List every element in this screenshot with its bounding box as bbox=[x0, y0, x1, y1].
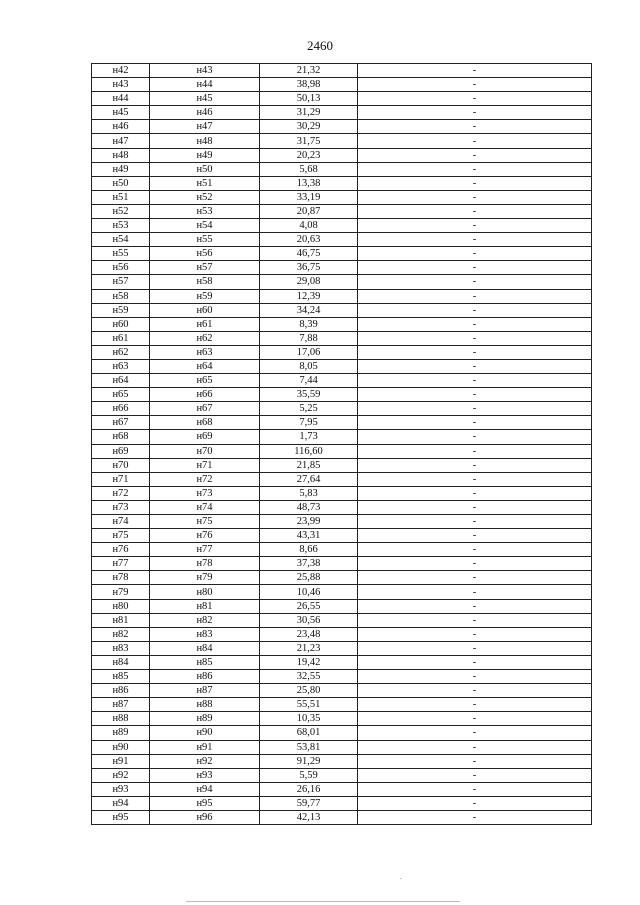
table-row bbox=[92, 543, 592, 557]
note-cell: - bbox=[358, 754, 592, 768]
from-point-cell: н42 bbox=[92, 64, 150, 78]
note-cell: - bbox=[358, 219, 592, 233]
table-row bbox=[92, 557, 592, 571]
table-row bbox=[92, 585, 592, 599]
length-cell: 5,59 bbox=[260, 768, 358, 782]
length-cell: 38,98 bbox=[260, 78, 358, 92]
note-cell: - bbox=[358, 190, 592, 204]
table-row bbox=[92, 641, 592, 655]
to-point-cell: н84 bbox=[150, 641, 260, 655]
table-row bbox=[92, 684, 592, 698]
from-point-cell: н62 bbox=[92, 345, 150, 359]
length-cell: 26,55 bbox=[260, 599, 358, 613]
from-point-cell: н81 bbox=[92, 613, 150, 627]
table-row bbox=[92, 627, 592, 641]
table-row bbox=[92, 571, 592, 585]
note-cell: - bbox=[358, 388, 592, 402]
length-cell: 10,46 bbox=[260, 585, 358, 599]
length-cell: 48,73 bbox=[260, 500, 358, 514]
length-cell: 21,85 bbox=[260, 458, 358, 472]
note-cell: - bbox=[358, 134, 592, 148]
from-point-cell: н90 bbox=[92, 740, 150, 754]
table-row bbox=[92, 289, 592, 303]
length-cell: 21,23 bbox=[260, 641, 358, 655]
to-point-cell: н68 bbox=[150, 416, 260, 430]
to-point-cell: н54 bbox=[150, 219, 260, 233]
to-point-cell: н66 bbox=[150, 388, 260, 402]
table-row bbox=[92, 740, 592, 754]
note-cell: - bbox=[358, 796, 592, 810]
length-cell: 34,24 bbox=[260, 303, 358, 317]
table-row bbox=[92, 106, 592, 120]
from-point-cell: н60 bbox=[92, 317, 150, 331]
to-point-cell: н62 bbox=[150, 331, 260, 345]
to-point-cell: н81 bbox=[150, 599, 260, 613]
length-cell: 5,83 bbox=[260, 486, 358, 500]
length-cell: 116,60 bbox=[260, 444, 358, 458]
from-point-cell: н46 bbox=[92, 120, 150, 134]
to-point-cell: н92 bbox=[150, 754, 260, 768]
from-point-cell: н79 bbox=[92, 585, 150, 599]
from-point-cell: н76 bbox=[92, 543, 150, 557]
from-point-cell: н86 bbox=[92, 684, 150, 698]
to-point-cell: н64 bbox=[150, 359, 260, 373]
length-cell: 29,08 bbox=[260, 275, 358, 289]
from-point-cell: н78 bbox=[92, 571, 150, 585]
table-row bbox=[92, 204, 592, 218]
table-row bbox=[92, 698, 592, 712]
from-point-cell: н51 bbox=[92, 190, 150, 204]
length-cell: 25,88 bbox=[260, 571, 358, 585]
length-cell: 43,31 bbox=[260, 529, 358, 543]
note-cell: - bbox=[358, 641, 592, 655]
from-point-cell: н48 bbox=[92, 148, 150, 162]
length-cell: 19,42 bbox=[260, 655, 358, 669]
to-point-cell: н46 bbox=[150, 106, 260, 120]
note-cell: - bbox=[358, 543, 592, 557]
from-point-cell: н67 bbox=[92, 416, 150, 430]
table-row bbox=[92, 331, 592, 345]
to-point-cell: н87 bbox=[150, 684, 260, 698]
from-point-cell: н61 bbox=[92, 331, 150, 345]
note-cell: - bbox=[358, 345, 592, 359]
from-point-cell: н64 bbox=[92, 374, 150, 388]
length-cell: 5,68 bbox=[260, 162, 358, 176]
length-cell: 30,56 bbox=[260, 613, 358, 627]
note-cell: - bbox=[358, 472, 592, 486]
to-point-cell: н73 bbox=[150, 486, 260, 500]
from-point-cell: н53 bbox=[92, 219, 150, 233]
note-cell: - bbox=[358, 261, 592, 275]
to-point-cell: н63 bbox=[150, 345, 260, 359]
to-point-cell: н53 bbox=[150, 204, 260, 218]
table-row bbox=[92, 599, 592, 613]
to-point-cell: н74 bbox=[150, 500, 260, 514]
length-cell: 32,55 bbox=[260, 670, 358, 684]
from-point-cell: н56 bbox=[92, 261, 150, 275]
table-row bbox=[92, 247, 592, 261]
from-point-cell: н63 bbox=[92, 359, 150, 373]
length-cell: 7,95 bbox=[260, 416, 358, 430]
from-point-cell: н88 bbox=[92, 712, 150, 726]
length-cell: 7,44 bbox=[260, 374, 358, 388]
from-point-cell: н91 bbox=[92, 754, 150, 768]
from-point-cell: н55 bbox=[92, 247, 150, 261]
to-point-cell: н43 bbox=[150, 64, 260, 78]
from-point-cell: н80 bbox=[92, 599, 150, 613]
length-cell: 12,39 bbox=[260, 289, 358, 303]
from-point-cell: н47 bbox=[92, 134, 150, 148]
table-row bbox=[92, 458, 592, 472]
table-row bbox=[92, 782, 592, 796]
to-point-cell: н72 bbox=[150, 472, 260, 486]
note-cell: - bbox=[358, 162, 592, 176]
to-point-cell: н88 bbox=[150, 698, 260, 712]
table-row bbox=[92, 233, 592, 247]
from-point-cell: н75 bbox=[92, 529, 150, 543]
length-cell: 68,01 bbox=[260, 726, 358, 740]
length-cell: 20,63 bbox=[260, 233, 358, 247]
note-cell: - bbox=[358, 176, 592, 190]
note-cell: - bbox=[358, 106, 592, 120]
length-cell: 31,75 bbox=[260, 134, 358, 148]
length-cell: 8,05 bbox=[260, 359, 358, 373]
length-cell: 21,32 bbox=[260, 64, 358, 78]
table-row bbox=[92, 345, 592, 359]
table-row bbox=[92, 529, 592, 543]
from-point-cell: н89 bbox=[92, 726, 150, 740]
to-point-cell: н71 bbox=[150, 458, 260, 472]
to-point-cell: н78 bbox=[150, 557, 260, 571]
note-cell: - bbox=[358, 571, 592, 585]
table-row bbox=[92, 317, 592, 331]
length-cell: 46,75 bbox=[260, 247, 358, 261]
to-point-cell: н69 bbox=[150, 430, 260, 444]
to-point-cell: н90 bbox=[150, 726, 260, 740]
note-cell: - bbox=[358, 247, 592, 261]
from-point-cell: н77 bbox=[92, 557, 150, 571]
from-point-cell: н49 bbox=[92, 162, 150, 176]
table-row bbox=[92, 402, 592, 416]
from-point-cell: н45 bbox=[92, 106, 150, 120]
length-cell: 17,06 bbox=[260, 345, 358, 359]
note-cell: - bbox=[358, 698, 592, 712]
to-point-cell: н48 bbox=[150, 134, 260, 148]
length-cell: 42,13 bbox=[260, 810, 358, 824]
to-point-cell: н45 bbox=[150, 92, 260, 106]
from-point-cell: н69 bbox=[92, 444, 150, 458]
length-cell: 8,39 bbox=[260, 317, 358, 331]
from-point-cell: н57 bbox=[92, 275, 150, 289]
length-cell: 13,38 bbox=[260, 176, 358, 190]
table-row bbox=[92, 120, 592, 134]
table-row bbox=[92, 374, 592, 388]
to-point-cell: н85 bbox=[150, 655, 260, 669]
to-point-cell: н51 bbox=[150, 176, 260, 190]
table-row bbox=[92, 176, 592, 190]
to-point-cell: н82 bbox=[150, 613, 260, 627]
table-row bbox=[92, 670, 592, 684]
from-point-cell: н74 bbox=[92, 515, 150, 529]
length-cell: 10,35 bbox=[260, 712, 358, 726]
to-point-cell: н94 bbox=[150, 782, 260, 796]
length-cell: 25,80 bbox=[260, 684, 358, 698]
from-point-cell: н54 bbox=[92, 233, 150, 247]
from-point-cell: н72 bbox=[92, 486, 150, 500]
length-cell: 35,59 bbox=[260, 388, 358, 402]
note-cell: - bbox=[358, 317, 592, 331]
from-point-cell: н66 bbox=[92, 402, 150, 416]
to-point-cell: н93 bbox=[150, 768, 260, 782]
to-point-cell: н52 bbox=[150, 190, 260, 204]
to-point-cell: н47 bbox=[150, 120, 260, 134]
note-cell: - bbox=[358, 120, 592, 134]
to-point-cell: н56 bbox=[150, 247, 260, 261]
to-point-cell: н77 bbox=[150, 543, 260, 557]
table-row bbox=[92, 796, 592, 810]
note-cell: - bbox=[358, 92, 592, 106]
note-cell: - bbox=[358, 529, 592, 543]
to-point-cell: н76 bbox=[150, 529, 260, 543]
note-cell: - bbox=[358, 585, 592, 599]
length-cell: 26,16 bbox=[260, 782, 358, 796]
note-cell: - bbox=[358, 810, 592, 824]
table-row bbox=[92, 78, 592, 92]
to-point-cell: н50 bbox=[150, 162, 260, 176]
table-row bbox=[92, 219, 592, 233]
length-cell: 59,77 bbox=[260, 796, 358, 810]
from-point-cell: н93 bbox=[92, 782, 150, 796]
table-row bbox=[92, 486, 592, 500]
to-point-cell: н91 bbox=[150, 740, 260, 754]
table-row bbox=[92, 162, 592, 176]
to-point-cell: н75 bbox=[150, 515, 260, 529]
to-point-cell: н59 bbox=[150, 289, 260, 303]
note-cell: - bbox=[358, 740, 592, 754]
length-cell: 4,08 bbox=[260, 219, 358, 233]
to-point-cell: н55 bbox=[150, 233, 260, 247]
table-row bbox=[92, 275, 592, 289]
table-row bbox=[92, 500, 592, 514]
from-point-cell: н95 bbox=[92, 810, 150, 824]
to-point-cell: н49 bbox=[150, 148, 260, 162]
note-cell: - bbox=[358, 500, 592, 514]
from-point-cell: н58 bbox=[92, 289, 150, 303]
note-cell: - bbox=[358, 782, 592, 796]
table-row bbox=[92, 712, 592, 726]
to-point-cell: н57 bbox=[150, 261, 260, 275]
to-point-cell: н65 bbox=[150, 374, 260, 388]
table-row bbox=[92, 303, 592, 317]
table-row bbox=[92, 515, 592, 529]
from-point-cell: н50 bbox=[92, 176, 150, 190]
table-row bbox=[92, 416, 592, 430]
length-cell: 33,19 bbox=[260, 190, 358, 204]
note-cell: - bbox=[358, 557, 592, 571]
to-point-cell: н44 bbox=[150, 78, 260, 92]
bottom-rule bbox=[186, 901, 460, 902]
note-cell: - bbox=[358, 768, 592, 782]
to-point-cell: н60 bbox=[150, 303, 260, 317]
to-point-cell: н67 bbox=[150, 402, 260, 416]
table-row bbox=[92, 655, 592, 669]
to-point-cell: н86 bbox=[150, 670, 260, 684]
page-number: 2460 bbox=[307, 38, 333, 53]
table-row bbox=[92, 444, 592, 458]
from-point-cell: н84 bbox=[92, 655, 150, 669]
table-row bbox=[92, 810, 592, 824]
from-point-cell: н43 bbox=[92, 78, 150, 92]
table-row bbox=[92, 388, 592, 402]
length-cell: 1,73 bbox=[260, 430, 358, 444]
table-row bbox=[92, 92, 592, 106]
table-row bbox=[92, 190, 592, 204]
note-cell: - bbox=[358, 599, 592, 613]
from-point-cell: н92 bbox=[92, 768, 150, 782]
table-row bbox=[92, 134, 592, 148]
length-cell: 27,64 bbox=[260, 472, 358, 486]
length-cell: 5,25 bbox=[260, 402, 358, 416]
length-cell: 8,66 bbox=[260, 543, 358, 557]
note-cell: - bbox=[358, 670, 592, 684]
to-point-cell: н96 bbox=[150, 810, 260, 824]
length-cell: 20,23 bbox=[260, 148, 358, 162]
length-cell: 23,48 bbox=[260, 627, 358, 641]
length-cell: 36,75 bbox=[260, 261, 358, 275]
table-row bbox=[92, 148, 592, 162]
note-cell: - bbox=[358, 275, 592, 289]
from-point-cell: н52 bbox=[92, 204, 150, 218]
note-cell: - bbox=[358, 402, 592, 416]
note-cell: - bbox=[358, 684, 592, 698]
from-point-cell: н70 bbox=[92, 458, 150, 472]
from-point-cell: н85 bbox=[92, 670, 150, 684]
length-cell: 53,81 bbox=[260, 740, 358, 754]
note-cell: - bbox=[358, 64, 592, 78]
table-row bbox=[92, 754, 592, 768]
table-row bbox=[92, 359, 592, 373]
note-cell: - bbox=[358, 359, 592, 373]
boundary-segments-table bbox=[91, 63, 592, 825]
from-point-cell: н83 bbox=[92, 641, 150, 655]
note-cell: - bbox=[358, 289, 592, 303]
from-point-cell: н73 bbox=[92, 500, 150, 514]
from-point-cell: н68 bbox=[92, 430, 150, 444]
note-cell: - bbox=[358, 204, 592, 218]
length-cell: 37,38 bbox=[260, 557, 358, 571]
table-row bbox=[92, 261, 592, 275]
to-point-cell: н79 bbox=[150, 571, 260, 585]
note-cell: - bbox=[358, 486, 592, 500]
table-row bbox=[92, 472, 592, 486]
note-cell: - bbox=[358, 712, 592, 726]
from-point-cell: н94 bbox=[92, 796, 150, 810]
from-point-cell: н87 bbox=[92, 698, 150, 712]
length-cell: 30,29 bbox=[260, 120, 358, 134]
table-row bbox=[92, 726, 592, 740]
to-point-cell: н70 bbox=[150, 444, 260, 458]
table-row bbox=[92, 613, 592, 627]
scan-speck bbox=[400, 878, 402, 879]
from-point-cell: н59 bbox=[92, 303, 150, 317]
length-cell: 20,87 bbox=[260, 204, 358, 218]
note-cell: - bbox=[358, 303, 592, 317]
to-point-cell: н58 bbox=[150, 275, 260, 289]
to-point-cell: н61 bbox=[150, 317, 260, 331]
to-point-cell: н89 bbox=[150, 712, 260, 726]
length-cell: 7,88 bbox=[260, 331, 358, 345]
table-row bbox=[92, 768, 592, 782]
length-cell: 55,51 bbox=[260, 698, 358, 712]
to-point-cell: н95 bbox=[150, 796, 260, 810]
note-cell: - bbox=[358, 430, 592, 444]
note-cell: - bbox=[358, 726, 592, 740]
note-cell: - bbox=[358, 148, 592, 162]
note-cell: - bbox=[358, 78, 592, 92]
table-row bbox=[92, 430, 592, 444]
length-cell: 31,29 bbox=[260, 106, 358, 120]
note-cell: - bbox=[358, 416, 592, 430]
length-cell: 23,99 bbox=[260, 515, 358, 529]
length-cell: 91,29 bbox=[260, 754, 358, 768]
table-row bbox=[92, 64, 592, 78]
note-cell: - bbox=[358, 515, 592, 529]
to-point-cell: н83 bbox=[150, 627, 260, 641]
note-cell: - bbox=[358, 627, 592, 641]
note-cell: - bbox=[358, 458, 592, 472]
from-point-cell: н71 bbox=[92, 472, 150, 486]
from-point-cell: н44 bbox=[92, 92, 150, 106]
from-point-cell: н65 bbox=[92, 388, 150, 402]
note-cell: - bbox=[358, 331, 592, 345]
to-point-cell: н80 bbox=[150, 585, 260, 599]
length-cell: 50,13 bbox=[260, 92, 358, 106]
note-cell: - bbox=[358, 613, 592, 627]
note-cell: - bbox=[358, 655, 592, 669]
note-cell: - bbox=[358, 233, 592, 247]
note-cell: - bbox=[358, 374, 592, 388]
from-point-cell: н82 bbox=[92, 627, 150, 641]
note-cell: - bbox=[358, 444, 592, 458]
